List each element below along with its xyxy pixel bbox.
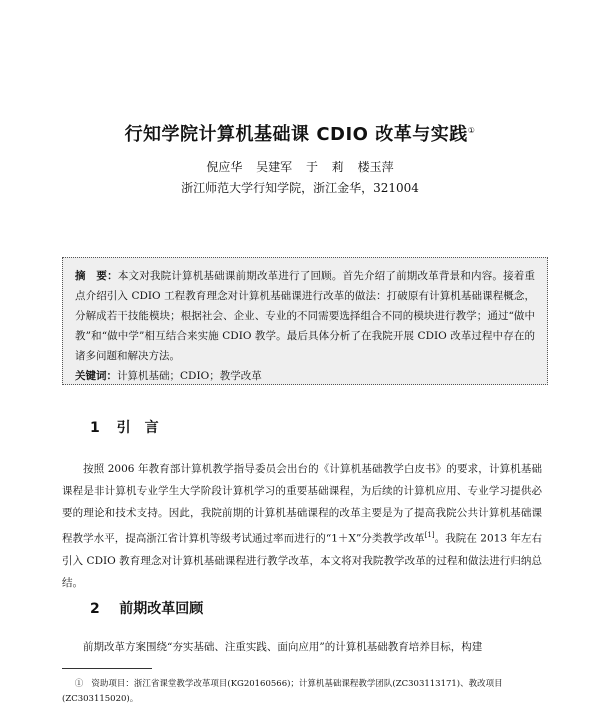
section-heading-review [90,598,203,618]
abstract-text: 本文对我院计算机基础课前期改革进行了回顾。首先介绍了前期改革背景和内容。接着重点介绍引入 CDIO 工程教育理念对计算机基础课进行改革的做法：打破原有计算机基础课程概念，分解成若干技能模块；根据社会、企业、专业的不同需要选择组合不同的模块进行教学；通过“做中教”和“做中学”相互结合来实施 CDIO 教学。最后具体分析了在我院开展 CDIO 改革过程中存在的诸多问题和解决方法。 [75,270,536,362]
body-paragraph: 前期改革方案围绕“夯实基础、注重实践、面向应用”的计算机基础教育培养目标，构建 [83,641,483,653]
footnote [62,677,548,707]
keywords-line [75,366,535,386]
footnote-mark: ① [74,679,84,689]
section-title: 引 言 [116,420,159,436]
affiliation: 浙江师范大学行知学院，浙江金华，321004 [181,181,419,195]
paper-title [0,120,600,146]
title-text: 行知学院计算机基础课 CDIO 改革与实践 [124,124,468,145]
paragraph-text-b: 。我院在 2013 年左右引入 CDIO 教育理念对计算机基础课程进行教学改革，本文将对我院教学改革的过程和做法进行归纳总结。 [62,532,542,589]
citation-ref: [1] [424,531,435,539]
section-number: 2 [90,601,100,617]
title-footnote-mark: ① [467,126,476,135]
abstract-text-block [75,266,535,366]
footnote-text: 资助项目：浙江省课堂教学改革项目(KG20160566)；计算机基础课程教学团队(ZC303113171)、教改项目(ZC303115020)。 [62,679,503,704]
abstract-box [62,257,548,385]
keywords-text: 计算机基础；CDIO；教学改革 [117,370,262,382]
body-paragraph [62,458,542,594]
paragraph-text-a: 按照 2006 年教育部计算机教学指导委员会出台的《计算机基础教学白皮书》的要求，计算机基础课程是非计算机专业学生大学阶段计算机学习的重要基础课程，为后续的计算机应用、专业学习提供必要的理论和技术支持。因此，我院前期的计算机基础课程的改革主要是为了提高我院公共计算机基础课程教学水平，提高浙江省计算机等级考试通过率而进行的“1＋X”分类教学改革 [62,463,542,545]
footnote-divider [62,668,152,669]
author-list: 倪应华 吴建军 于 莉 楼玉萍 [206,160,394,174]
abstract-label: 摘 要： [75,270,118,282]
keywords-label: 关键词： [75,370,117,382]
section-heading-introduction [90,417,159,437]
section-number: 1 [90,420,100,436]
section-title: 前期改革回顾 [119,601,204,617]
